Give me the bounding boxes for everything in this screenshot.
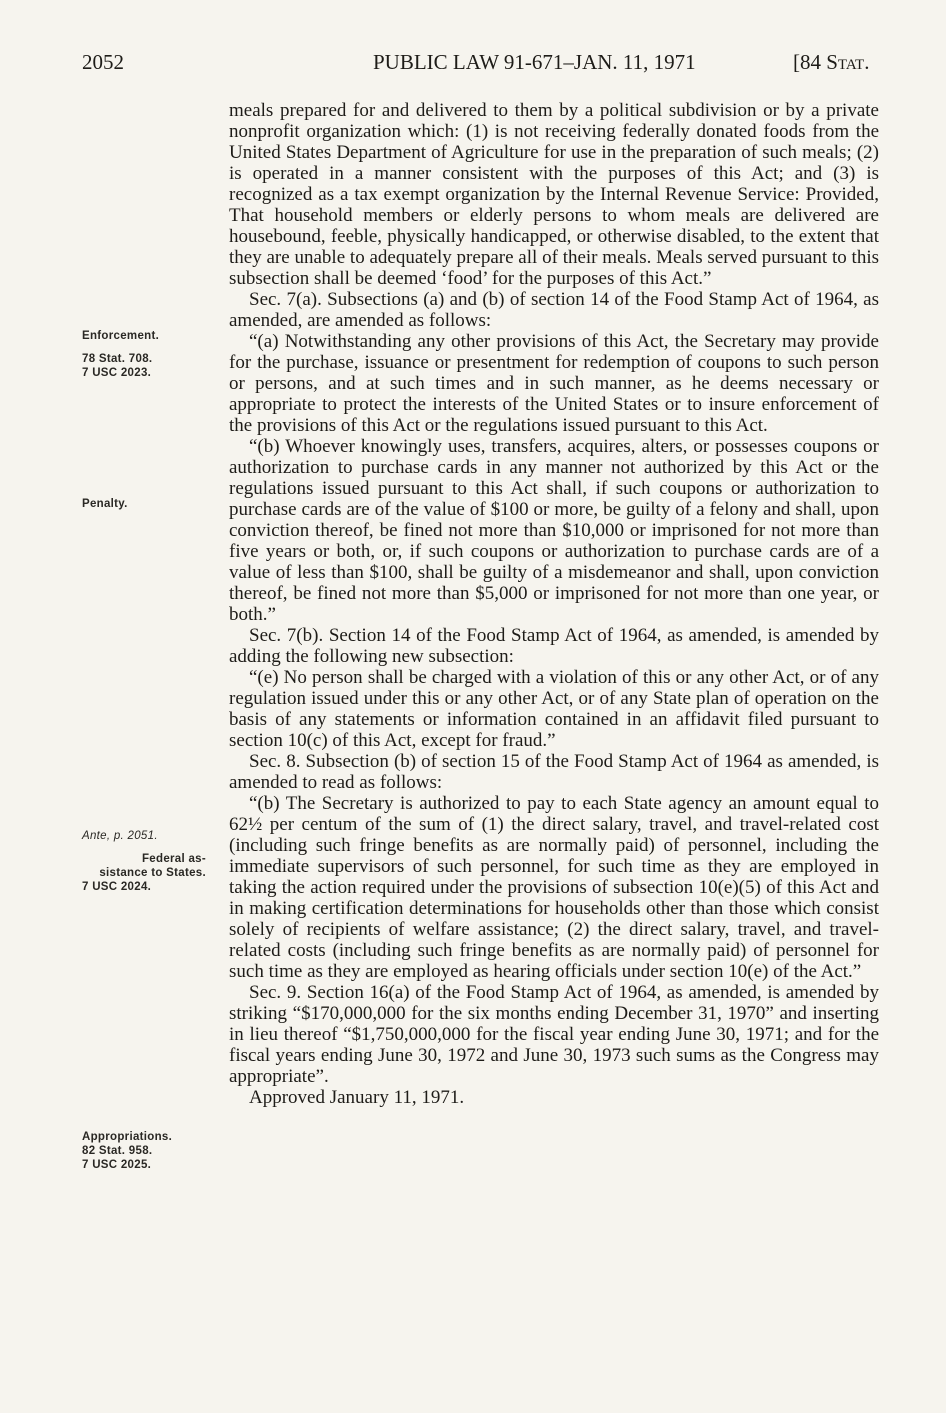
margin-note-federal-cite: 7 USC 2024. [82, 881, 152, 893]
volume-reference: [84 Stat. [793, 50, 870, 74]
paragraph-sec-8-subsection-b: “(b) The Secretary is authorized to pay to each State agency an amount equal to 62½ per centum of the sum of (1) the direct salary, travel, and travel-related cost (including such fringe benefits as are normally paid) of personnel, including the immediate supervisors of such personnel, for such time as they are employed in taking the action required under the provisions of subsection 10(e)(5) of this Act and in making certification determinations for households other than those which consist solely of recipients of welfare assistance; (2) the direct salary, travel, and travel-related costs (including such fringe benefits as are normally paid) of personnel for such time as they are employed as hearing officials under section 10(e) of the Act.” [229, 793, 879, 982]
paragraph-meals-continued: meals prepared for and delivered to them by a political subdivision or by a private nonprofit organization which: (1) is not receiving federally donated foods from the United States Department of Agriculture for use in the preparation of such meals; (2) is operated in a manner consistent with the purposes of this Act; and (3) is recognized as a tax exempt organization by the Internal Revenue Service: Provided, That household members or elderly persons to whom meals are delivered are housebound, feeble, physically handicapped, or otherwise disabled, to the extent that they are unable to adequately prepare all of their meals. Meals served pursuant to this subsection shall be deemed ‘food’ for the purposes of this Act.” [229, 100, 879, 289]
margin-note-federal-assistance-line-2: sistance to States. [99, 867, 206, 879]
running-title: PUBLIC LAW 91-671–JAN. 11, 1971 [373, 50, 696, 74]
margin-note-penalty: Penalty. [82, 498, 128, 510]
paragraph-sec-9: Sec. 9. Section 16(a) of the Food Stamp Act of 1964, as amended, is amended by striking “$170,000,000 for the six months ending December 31, 1970” and inserting in lieu thereof “$1,750,000,000 for the fiscal year ending June 30, 1971; and for the fiscal years ending June 30, 1972 and June 30, 1973 such sums as the Congress may appropriate”. [229, 982, 879, 1087]
margin-note-enforcement-cite-2: 7 USC 2023. [82, 367, 152, 379]
margin-note-federal-assistance-line-1: Federal as- [141, 853, 206, 865]
paragraph-sec-8: Sec. 8. Subsection (b) of section 15 of the Food Stamp Act of 1964 as amended, is amended to read as follows: [229, 751, 879, 793]
statute-body [229, 100, 879, 1108]
margin-note-enforcement: Enforcement. [82, 330, 160, 342]
paragraph-subsection-e: “(e) No person shall be charged with a violation of this or any other Act, or of any regulation issued under this or any other Act, or of any State plan of operation on the basis of any statements or information contained in an affidavit filed pursuant to section 10(c) of this Act, except for fraud.” [229, 667, 879, 751]
page-header [0, 50, 946, 80]
paragraph-sec-7b: Sec. 7(b). Section 14 of the Food Stamp Act of 1964, as amended, is amended by adding the following new subsection: [229, 625, 879, 667]
page-number: 2052 [82, 50, 124, 74]
margin-note-appropriations-cite-1: 82 Stat. 958. [82, 1145, 153, 1157]
paragraph-subsection-a: “(a) Notwithstanding any other provisions of this Act, the Secretary may provide for the purchase, issuance or presentment for redemption of coupons to such person or persons, and at such times and in such manner, as he deems necessary or appropriate to protect the interests of the United States or to insure enforcement of the provisions of this Act or the regulations issued pursuant to this Act. [229, 331, 879, 436]
paragraph-sec-7a: Sec. 7(a). Subsections (a) and (b) of section 14 of the Food Stamp Act of 1964, as amended, are amended as follows: [229, 289, 879, 331]
margin-note-ante: Ante, p. 2051. [82, 830, 158, 842]
paragraph-subsection-b: “(b) Whoever knowingly uses, transfers, acquires, alters, or possesses coupons or authorization to purchase cards in any manner not authorized by this Act or the regulations issued pursuant to this Act shall, if such coupons or authorization to purchase cards are of the value of $100 or more, be guilty of a felony and shall, upon conviction thereof, be fined not more than $10,000 or imprisoned for not more than five years or both, or, if such coupons or authorization to purchase cards are of a value of less than $100, shall be guilty of a misdemeanor and shall, upon conviction thereof, be fined not more than $5,000 or imprisoned for not more than one year, or both.” [229, 436, 879, 625]
margin-note-enforcement-cite-1: 78 Stat. 708. [82, 353, 153, 365]
margin-note-appropriations-cite-2: 7 USC 2025. [82, 1159, 152, 1171]
approval-line: Approved January 11, 1971. [249, 1087, 465, 1108]
margin-note-appropriations: Appropriations. [82, 1131, 173, 1143]
